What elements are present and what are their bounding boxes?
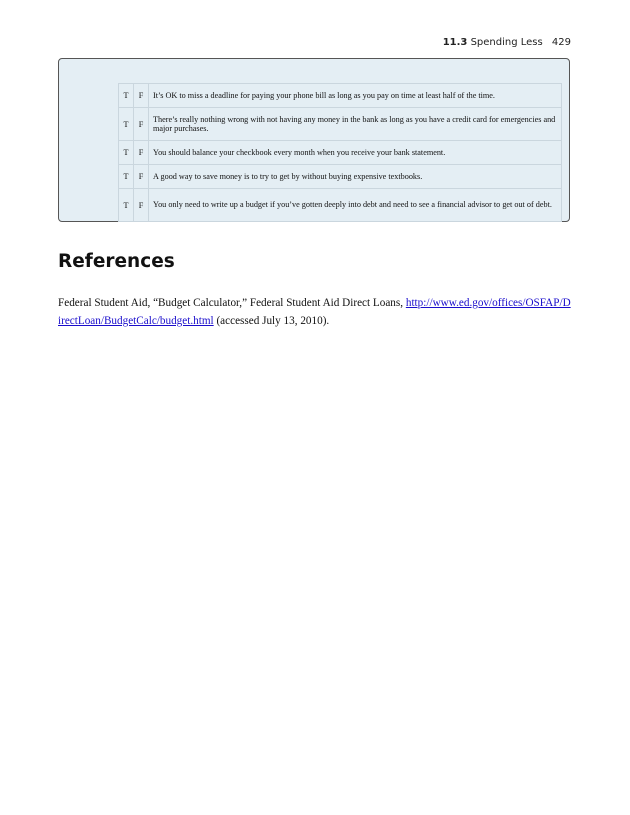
statement-text: You should balance your checkbook every month when you receive your bank statement. [149,141,562,165]
false-option[interactable]: F [134,84,149,108]
true-option[interactable]: T [119,189,134,222]
false-option[interactable]: F [134,141,149,165]
quiz-row [119,84,562,108]
references-heading: References [58,251,175,272]
section-title: Spending Less [470,37,543,48]
reference-text: Federal Student Aid, “Budget Calculator,” Federal Student Aid Direct Loans, [58,297,404,309]
true-option[interactable]: T [119,141,134,165]
reference-entry [58,294,572,330]
quiz-row [119,165,562,189]
running-header [443,37,571,48]
quiz-row [119,189,562,222]
statement-text: You only need to write up a budget if you’ve gotten deeply into debt and need to see a financial advisor to get out of debt. [149,189,562,222]
true-option[interactable]: T [119,84,134,108]
statement-text: There’s really nothing wrong with not having any money in the bank as long as you have a credit card for emergencies and major purchases. [149,108,562,141]
true-option[interactable]: T [119,108,134,141]
budget-calculator-link[interactable]: http://www.ed.gov/offices/OSFAP/DirectLoan/BudgetCalc/budget.html [58,297,571,327]
false-option[interactable]: F [134,108,149,141]
quiz-row [119,141,562,165]
false-option[interactable]: F [134,165,149,189]
true-false-table [118,83,562,222]
chapter-number: 11.3 [442,37,468,48]
quiz-box [58,58,570,222]
statement-text: A good way to save money is to try to get by without buying expensive textbooks. [149,165,562,189]
true-option[interactable]: T [119,165,134,189]
statement-text: It’s OK to miss a deadline for paying your phone bill as long as you pay on time at least half of the time. [149,84,562,108]
reference-accessed-date: (accessed July 13, 2010). [216,315,330,327]
page-number: 429 [551,37,571,48]
quiz-row [119,108,562,141]
false-option[interactable]: F [134,189,149,222]
